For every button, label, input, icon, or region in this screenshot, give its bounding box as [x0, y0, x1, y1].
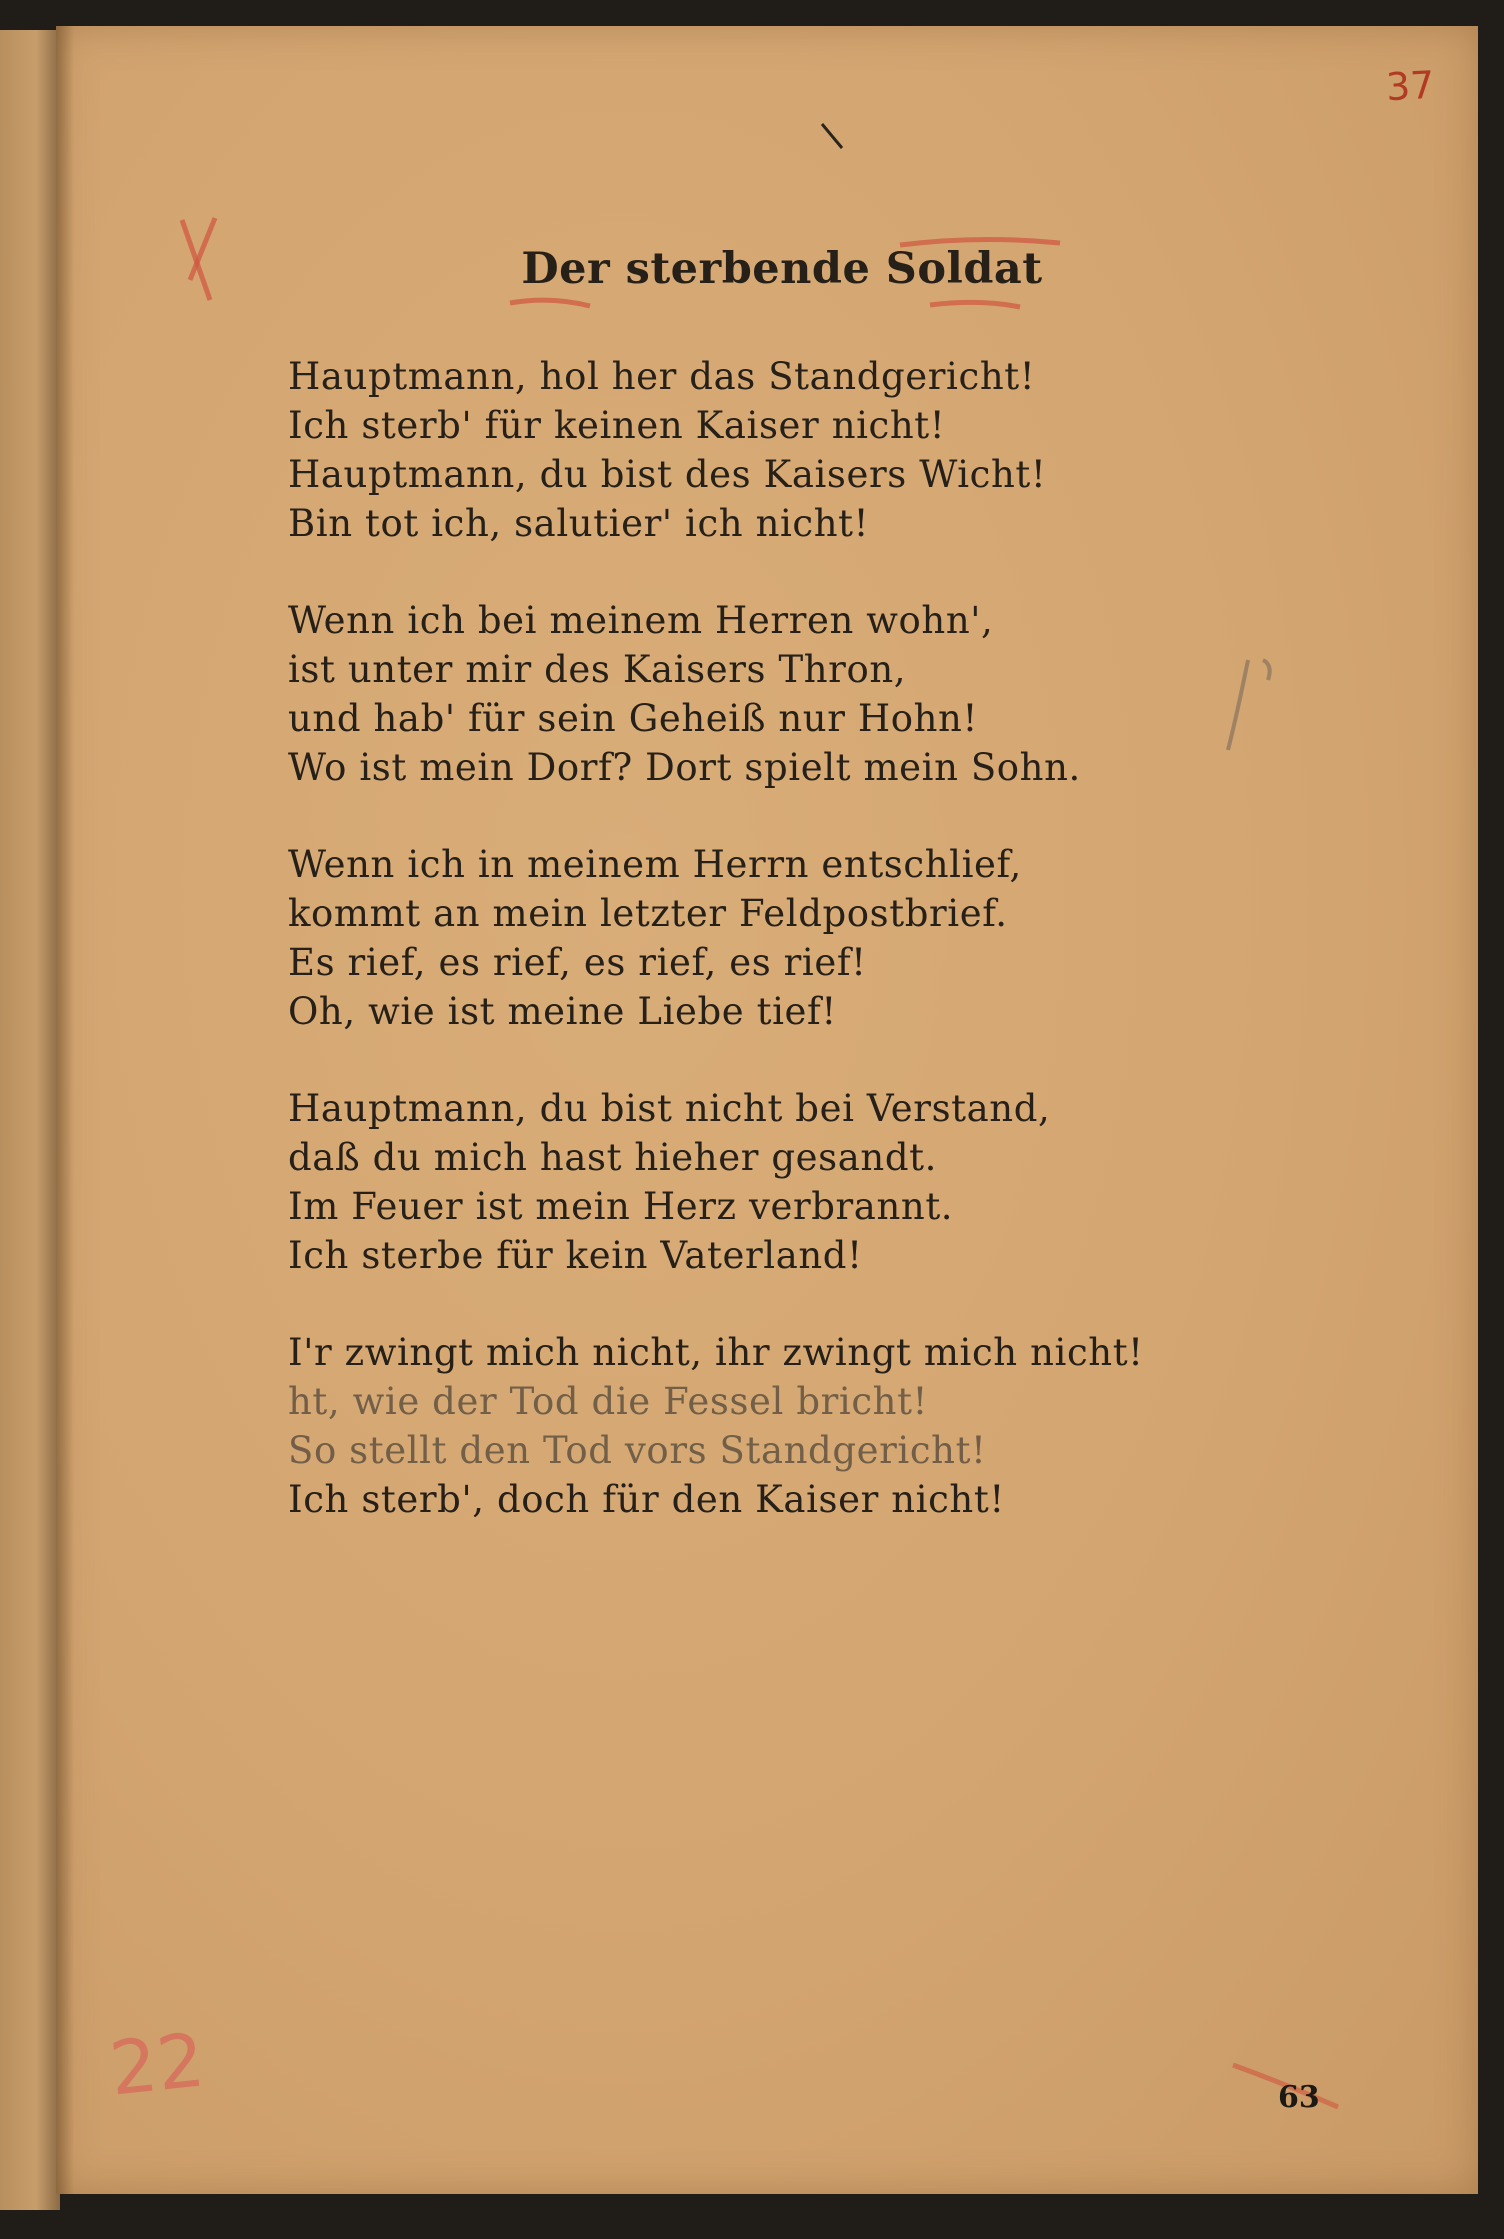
poem-line: Oh, wie ist meine Liebe tief! [288, 990, 837, 1033]
poem-line: Hauptmann, du bist nicht bei Verstand, [288, 1087, 1051, 1130]
poem-line: Hauptmann, du bist des Kaisers Wicht! [288, 453, 1047, 496]
poem-line: Ich sterb' für keinen Kaiser nicht! [288, 404, 946, 447]
page-gutter-shadow [56, 26, 74, 2194]
poem-line: Wo ist mein Dorf? Dort spielt mein Sohn. [288, 746, 1081, 789]
poem-line: Ich sterb', doch für den Kaiser nicht! [288, 1478, 1005, 1521]
poem-line: daß du mich hast hieher gesandt. [288, 1136, 937, 1179]
poem-line: Im Feuer ist mein Herz verbrannt. [288, 1185, 954, 1228]
stanza-4 [288, 1084, 1288, 1280]
poem-body [288, 352, 1288, 1572]
handwritten-number: 22 [105, 2017, 209, 2113]
poem-line: ht, wie der Tod die Fessel bricht! [288, 1380, 929, 1423]
poem-title: Der sterbende Soldat [521, 244, 1043, 294]
ink-tick [818, 120, 848, 154]
poem-line: So stellt den Tod vors Standgericht! [288, 1429, 987, 1472]
stanza-2 [288, 596, 1288, 792]
poem-line: Hauptmann, hol her das Standgericht! [288, 355, 1036, 398]
stanza-1 [288, 352, 1288, 548]
poem-line: I'r zwingt mich nicht, ihr zwingt mich nicht! [288, 1331, 1144, 1374]
page-number: 63 [1278, 2080, 1320, 2115]
facing-page-edge [0, 30, 60, 2210]
poem-line: kommt an mein letzter Feldpostbrief. [288, 892, 1008, 935]
stanza-5 [288, 1328, 1288, 1524]
poem-line: Es rief, es rief, es rief, es rief! [288, 941, 867, 984]
poem-line: und hab' für sein Geheiß nur Hohn! [288, 697, 978, 740]
poem-line: Wenn ich bei meinem Herren wohn', [288, 599, 994, 642]
poem-line: Ich sterbe für kein Vaterland! [288, 1234, 863, 1277]
poem-line: ist unter mir des Kaisers Thron, [288, 648, 907, 691]
poem-line: Wenn ich in meinem Herrn entschlief, [288, 843, 1022, 886]
poem-line: Bin tot ich, salutier' ich nicht! [288, 502, 870, 545]
archive-page-number: 37 [1384, 62, 1436, 110]
stanza-3 [288, 840, 1288, 1036]
